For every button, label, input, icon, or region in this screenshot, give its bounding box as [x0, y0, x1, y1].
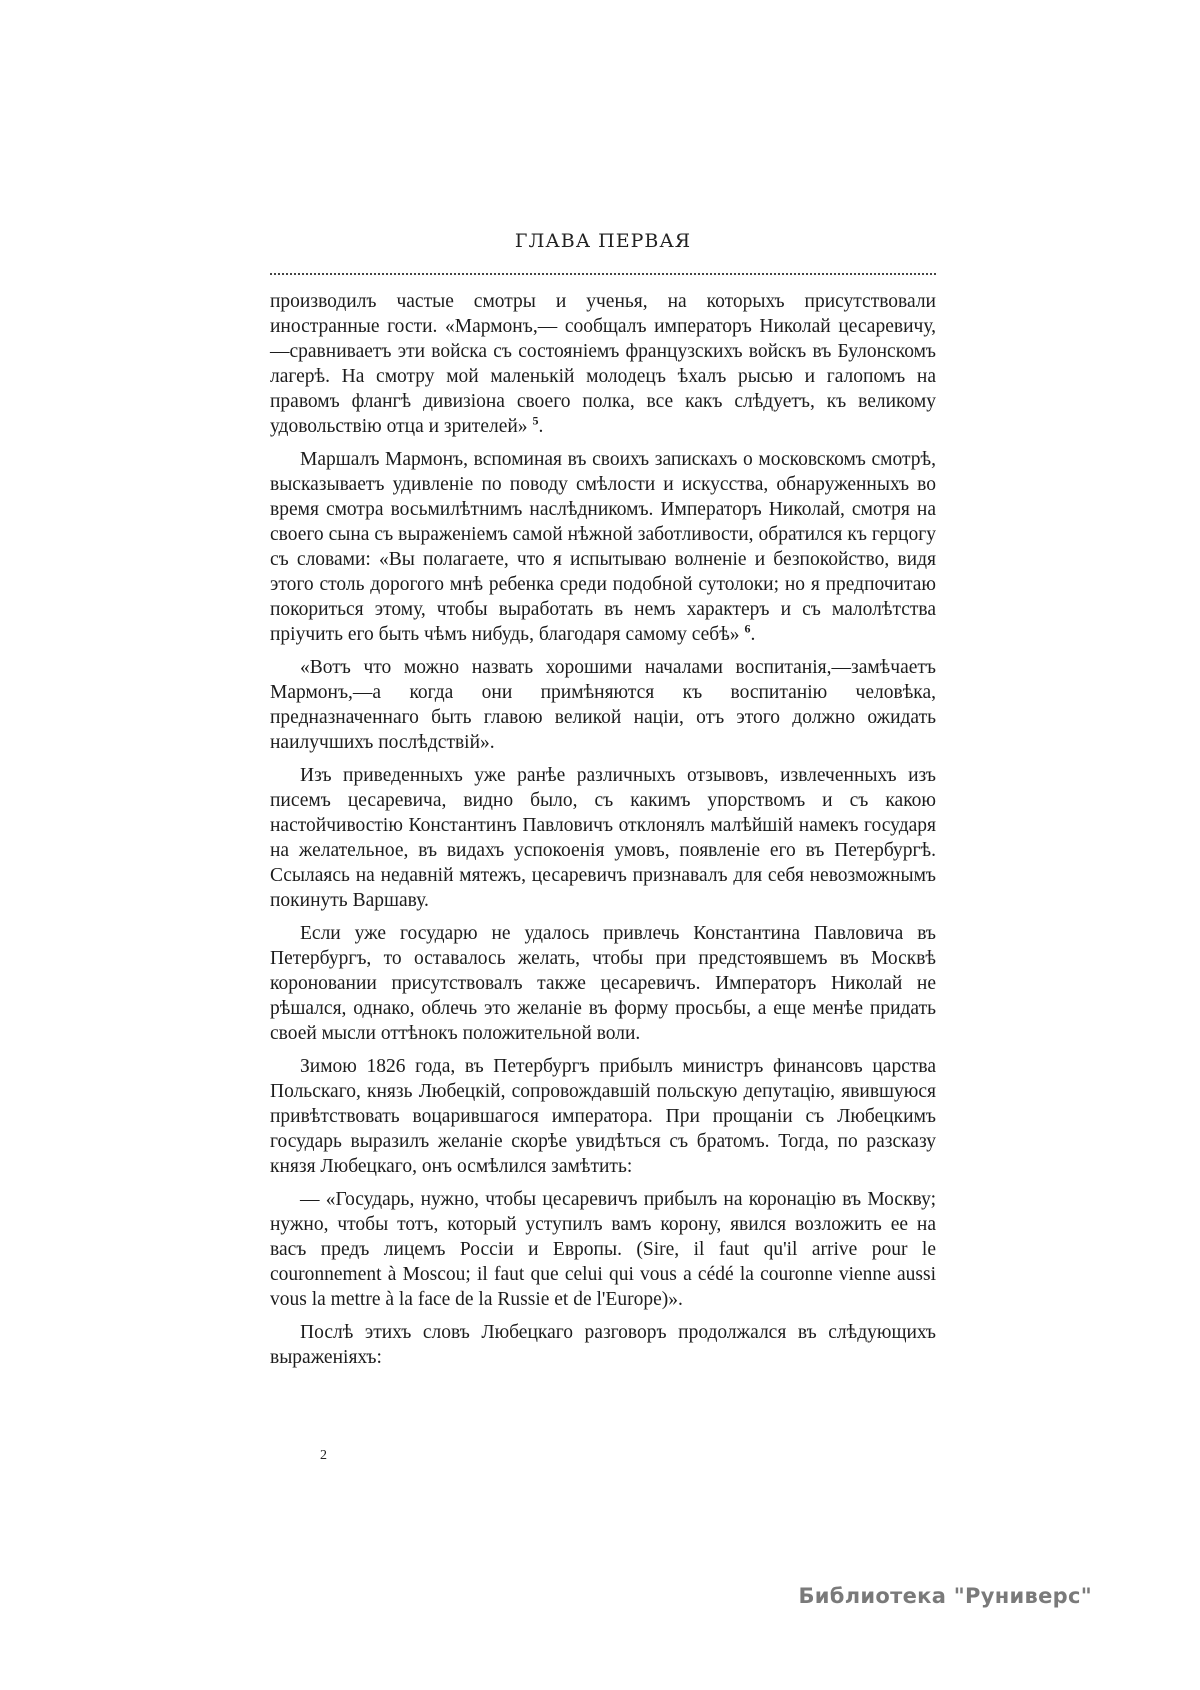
paragraph-text: «Вотъ что можно назвать хорошими началами воспитанiя,—замѣчаетъ Мармонъ,—а когда они примѣняются къ воспитанiю человѣка, предназначеннаго быть главою великой нацiи, отъ этого должно ожидать наилучшихъ послѣдствiй».	[270, 657, 936, 753]
page-body	[270, 289, 936, 1378]
running-title: ГЛАВА ПЕРВАЯ	[514, 230, 692, 252]
page-number: 2	[320, 1448, 327, 1463]
paragraph-2	[270, 447, 936, 647]
footnote-ref: 5	[532, 413, 539, 428]
paragraph-text: Послѣ этихъ словъ Любецкаго разговоръ продолжался въ слѣдующихъ выраженiяхъ:	[270, 1322, 936, 1368]
header-dotted-rule	[270, 273, 936, 275]
paragraph-3	[270, 655, 936, 755]
paragraph-tail: .	[750, 624, 756, 645]
paragraph-7	[270, 1187, 936, 1312]
paragraph-5	[270, 921, 936, 1046]
paragraph-1	[270, 289, 936, 439]
paragraph-text: — «Государь, нужно, чтобы цесаревичъ прибылъ на коронацiю въ Москву; нужно, чтобы тотъ, который уступилъ вамъ корону, явился возложить ее на васъ предъ лицемъ Россiи и Европы. (Sire, il faut qu'il arrive pour le couronnement à Moscou; il faut que celui qui vous a cédé la couronne vienne aussi vous la mettre à la face de la Russie et de l'Europe)».	[270, 1189, 936, 1310]
paragraph-text: производилъ частые смотры и ученья, на которыхъ присутствовали иностранные гости. «Мармонъ,— сообщалъ императоръ Николай цесаревичу, —сравниваетъ эти войска съ состоянiемъ французскихъ войскъ въ Булонскомъ лагерѣ. На смотру мой маленькiй молодецъ ѣхалъ рысью и галопомъ на правомъ флангѣ дивизiона своего полка, все какъ слѣдуетъ, къ великому удовольствiю отца и зрителей»	[270, 291, 936, 437]
paragraph-tail: .	[538, 416, 544, 437]
paragraph-8	[270, 1320, 936, 1370]
paragraph-4	[270, 763, 936, 913]
paragraph-6	[270, 1054, 936, 1179]
paragraph-text: Изъ приведенныхъ уже ранѣе различныхъ отзывовъ, извлеченныхъ изъ писемъ цесаревича, видно было, съ какимъ упорствомъ и съ какою настойчивостiю Константинъ Павловичъ отклонялъ малѣйшiй намекъ государя на желательное, въ видахъ успокоенiя умовъ, появленiе его въ Петербургѣ. Ссылаясь на недавнiй мятежъ, цесаревичъ признавалъ для себя невозможнымъ покинуть Варшаву.	[270, 765, 936, 911]
paragraph-text: Зимою 1826 года, въ Петербургъ прибылъ министръ финансовъ царства Польскаго, князь Любецкiй, сопровождавшiй польскую депутацiю, явившуюся привѣтствовать воцарившагося императора. При прощанiи съ Любецкимъ государь выразилъ желанiе скорѣе увидѣться съ братомъ. Тогда, по разсказу князя Любецкаго, онъ осмѣлился замѣтить:	[270, 1056, 936, 1177]
paragraph-text: Маршалъ Мармонъ, вспоминая въ своихъ запискахъ о московскомъ смотрѣ, высказываетъ удивленiе по поводу смѣлости и искусства, обнаруженныхъ во время смотра восьмилѣтнимъ наслѣдникомъ. Императоръ Николай, смотря на своего сына съ выраженiемъ самой нѣжной заботливости, обратился къ герцогу съ словами: «Вы полагаете, что я испытываю волненiе и безпокойство, видя этого столь дорогого мнѣ ребенка среди подобной сутолоки; но я предпочитаю покориться этому, чтобы выработать въ немъ характеръ и съ малолѣтства прiучить его быть чѣмъ нибудь, благодаря самому себѣ»	[270, 449, 936, 645]
library-watermark: Библиотека "Руниверс"	[798, 1584, 1092, 1608]
footnote-ref: 6	[744, 621, 751, 636]
paragraph-text: Если уже государю не удалось привлечь Константина Павловича въ Петербургъ, то оставалось желать, чтобы при предстоявшемъ въ Москвѣ короновании присутствовалъ также цесаревичъ. Императоръ Николай не рѣшался, однако, облечь это желанiе въ форму просьбы, а еще менѣе придать своей мысли оттѣнокъ положительной воли.	[270, 923, 936, 1044]
